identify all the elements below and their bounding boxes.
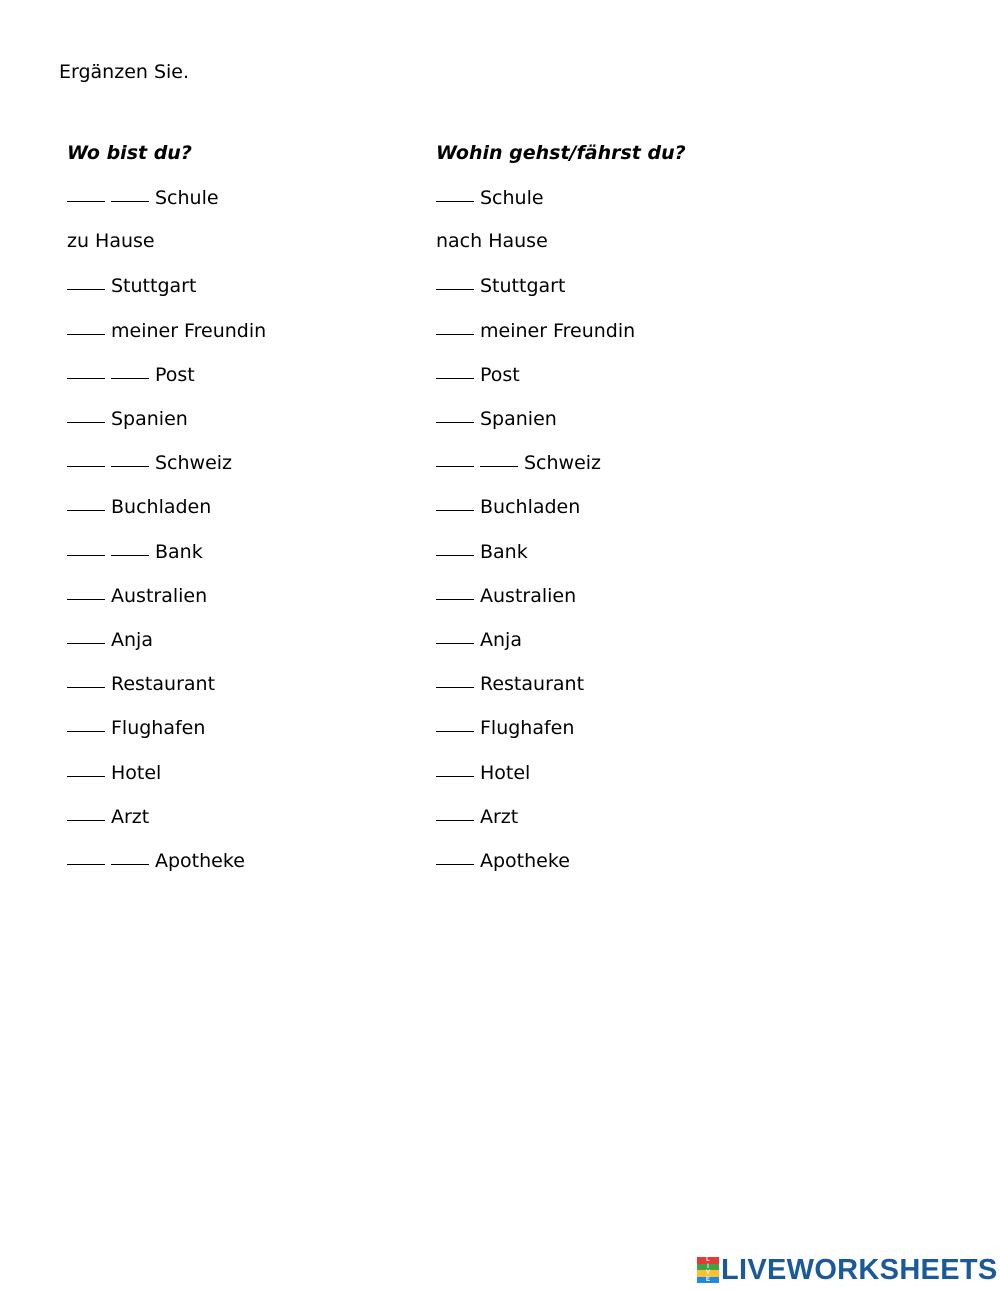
row-right-item (436, 627, 522, 652)
answer-blank[interactable] (67, 271, 105, 290)
row-left-item (67, 185, 219, 210)
row-text: Buchladen (480, 496, 581, 518)
logo-text: LIVEWORKSHEETS (721, 1253, 998, 1286)
answer-blank[interactable] (67, 669, 105, 688)
row-text: Spanien (111, 408, 188, 430)
row-text: Flughafen (480, 717, 575, 739)
row-text: Arzt (111, 806, 150, 828)
row-text: zu Hause (67, 230, 155, 252)
row-text: meiner Freundin (111, 320, 267, 342)
row-right-item (436, 583, 576, 608)
row-text: Hotel (480, 762, 531, 784)
answer-blank[interactable] (111, 448, 149, 467)
answer-blank[interactable] (436, 271, 474, 290)
row-right-item (436, 494, 580, 519)
answer-blank[interactable] (111, 846, 149, 865)
row-right-item (436, 848, 570, 873)
answer-blank[interactable] (67, 448, 105, 467)
row-text: Anja (480, 629, 522, 651)
badge-letter: E (697, 1277, 719, 1284)
answer-blank[interactable] (67, 316, 105, 335)
row-right-item (436, 450, 601, 475)
answer-blank[interactable] (111, 183, 149, 202)
row-right-item (436, 671, 584, 696)
heading-wo-bist-du: Wo bist du? (67, 142, 192, 164)
row-right-item (436, 273, 565, 298)
answer-blank[interactable] (67, 537, 105, 556)
answer-blank[interactable] (67, 492, 105, 511)
row-left-item (67, 715, 205, 740)
answer-blank[interactable] (436, 316, 474, 335)
row-left-item (67, 273, 196, 298)
row-left-item (67, 406, 188, 431)
row-text: Spanien (480, 408, 557, 430)
answer-blank[interactable] (436, 846, 474, 865)
answer-blank[interactable] (67, 713, 105, 732)
row-text: Schweiz (524, 452, 602, 474)
row-text: Bank (480, 541, 528, 563)
answer-blank[interactable] (111, 537, 149, 556)
row-text: Post (480, 364, 520, 386)
row-text: Buchladen (111, 496, 212, 518)
row-left-item (67, 229, 155, 253)
row-left-item (67, 539, 203, 564)
row-left-item (67, 494, 211, 519)
row-left-item (67, 362, 195, 387)
answer-blank[interactable] (67, 360, 105, 379)
badge-letter: V (697, 1270, 719, 1277)
answer-blank[interactable] (436, 448, 474, 467)
answer-blank[interactable] (67, 758, 105, 777)
answer-blank[interactable] (67, 846, 105, 865)
answer-blank[interactable] (480, 448, 518, 467)
row-text: meiner Freundin (480, 320, 636, 342)
row-right-item (436, 760, 530, 785)
badge-letter: L (697, 1257, 719, 1264)
liveworksheets-logo (697, 1255, 998, 1285)
row-text: Restaurant (480, 673, 585, 695)
answer-blank[interactable] (436, 492, 474, 511)
answer-blank[interactable] (436, 537, 474, 556)
row-text: Stuttgart (480, 275, 566, 297)
row-right-item (436, 185, 544, 210)
answer-blank[interactable] (436, 581, 474, 600)
row-right-item (436, 362, 520, 387)
row-text: Restaurant (111, 673, 216, 695)
row-text: Anja (111, 629, 153, 651)
answer-blank[interactable] (67, 404, 105, 423)
row-text: Bank (155, 541, 203, 563)
row-text: Apotheke (155, 850, 245, 872)
row-right-item (436, 539, 528, 564)
answer-blank[interactable] (436, 625, 474, 644)
row-left-item (67, 671, 215, 696)
answer-blank[interactable] (111, 360, 149, 379)
row-left-item (67, 450, 232, 475)
row-text: Apotheke (480, 850, 570, 872)
row-left-item (67, 804, 149, 829)
row-right-item (436, 318, 635, 343)
row-right-item (436, 229, 548, 253)
row-left-item (67, 318, 266, 343)
live-badge-icon (697, 1257, 719, 1283)
heading-wohin-gehst-du: Wohin gehst/fährst du? (436, 142, 686, 164)
badge-letter: I (697, 1264, 719, 1271)
answer-blank[interactable] (67, 802, 105, 821)
answer-blank[interactable] (67, 625, 105, 644)
row-text: Schule (480, 187, 544, 209)
answer-blank[interactable] (436, 758, 474, 777)
row-text: Flughafen (111, 717, 206, 739)
row-left-item (67, 583, 207, 608)
answer-blank[interactable] (67, 183, 105, 202)
answer-blank[interactable] (436, 713, 474, 732)
answer-blank[interactable] (436, 360, 474, 379)
row-text: Australien (111, 585, 208, 607)
row-left-item (67, 760, 161, 785)
row-right-item (436, 406, 557, 431)
answer-blank[interactable] (436, 183, 474, 202)
row-left-item (67, 848, 245, 873)
answer-blank[interactable] (436, 802, 474, 821)
row-text: Schule (155, 187, 219, 209)
row-text: Stuttgart (111, 275, 197, 297)
row-text: Australien (480, 585, 577, 607)
row-text: Post (155, 364, 195, 386)
row-right-item (436, 804, 518, 829)
answer-blank[interactable] (436, 669, 474, 688)
row-text: nach Hause (436, 230, 548, 252)
answer-blank[interactable] (436, 404, 474, 423)
row-text: Arzt (480, 806, 519, 828)
row-left-item (67, 627, 153, 652)
row-right-item (436, 715, 574, 740)
instruction: Ergänzen Sie. (59, 61, 190, 83)
row-text: Hotel (111, 762, 162, 784)
answer-blank[interactable] (67, 581, 105, 600)
row-text: Schweiz (155, 452, 233, 474)
